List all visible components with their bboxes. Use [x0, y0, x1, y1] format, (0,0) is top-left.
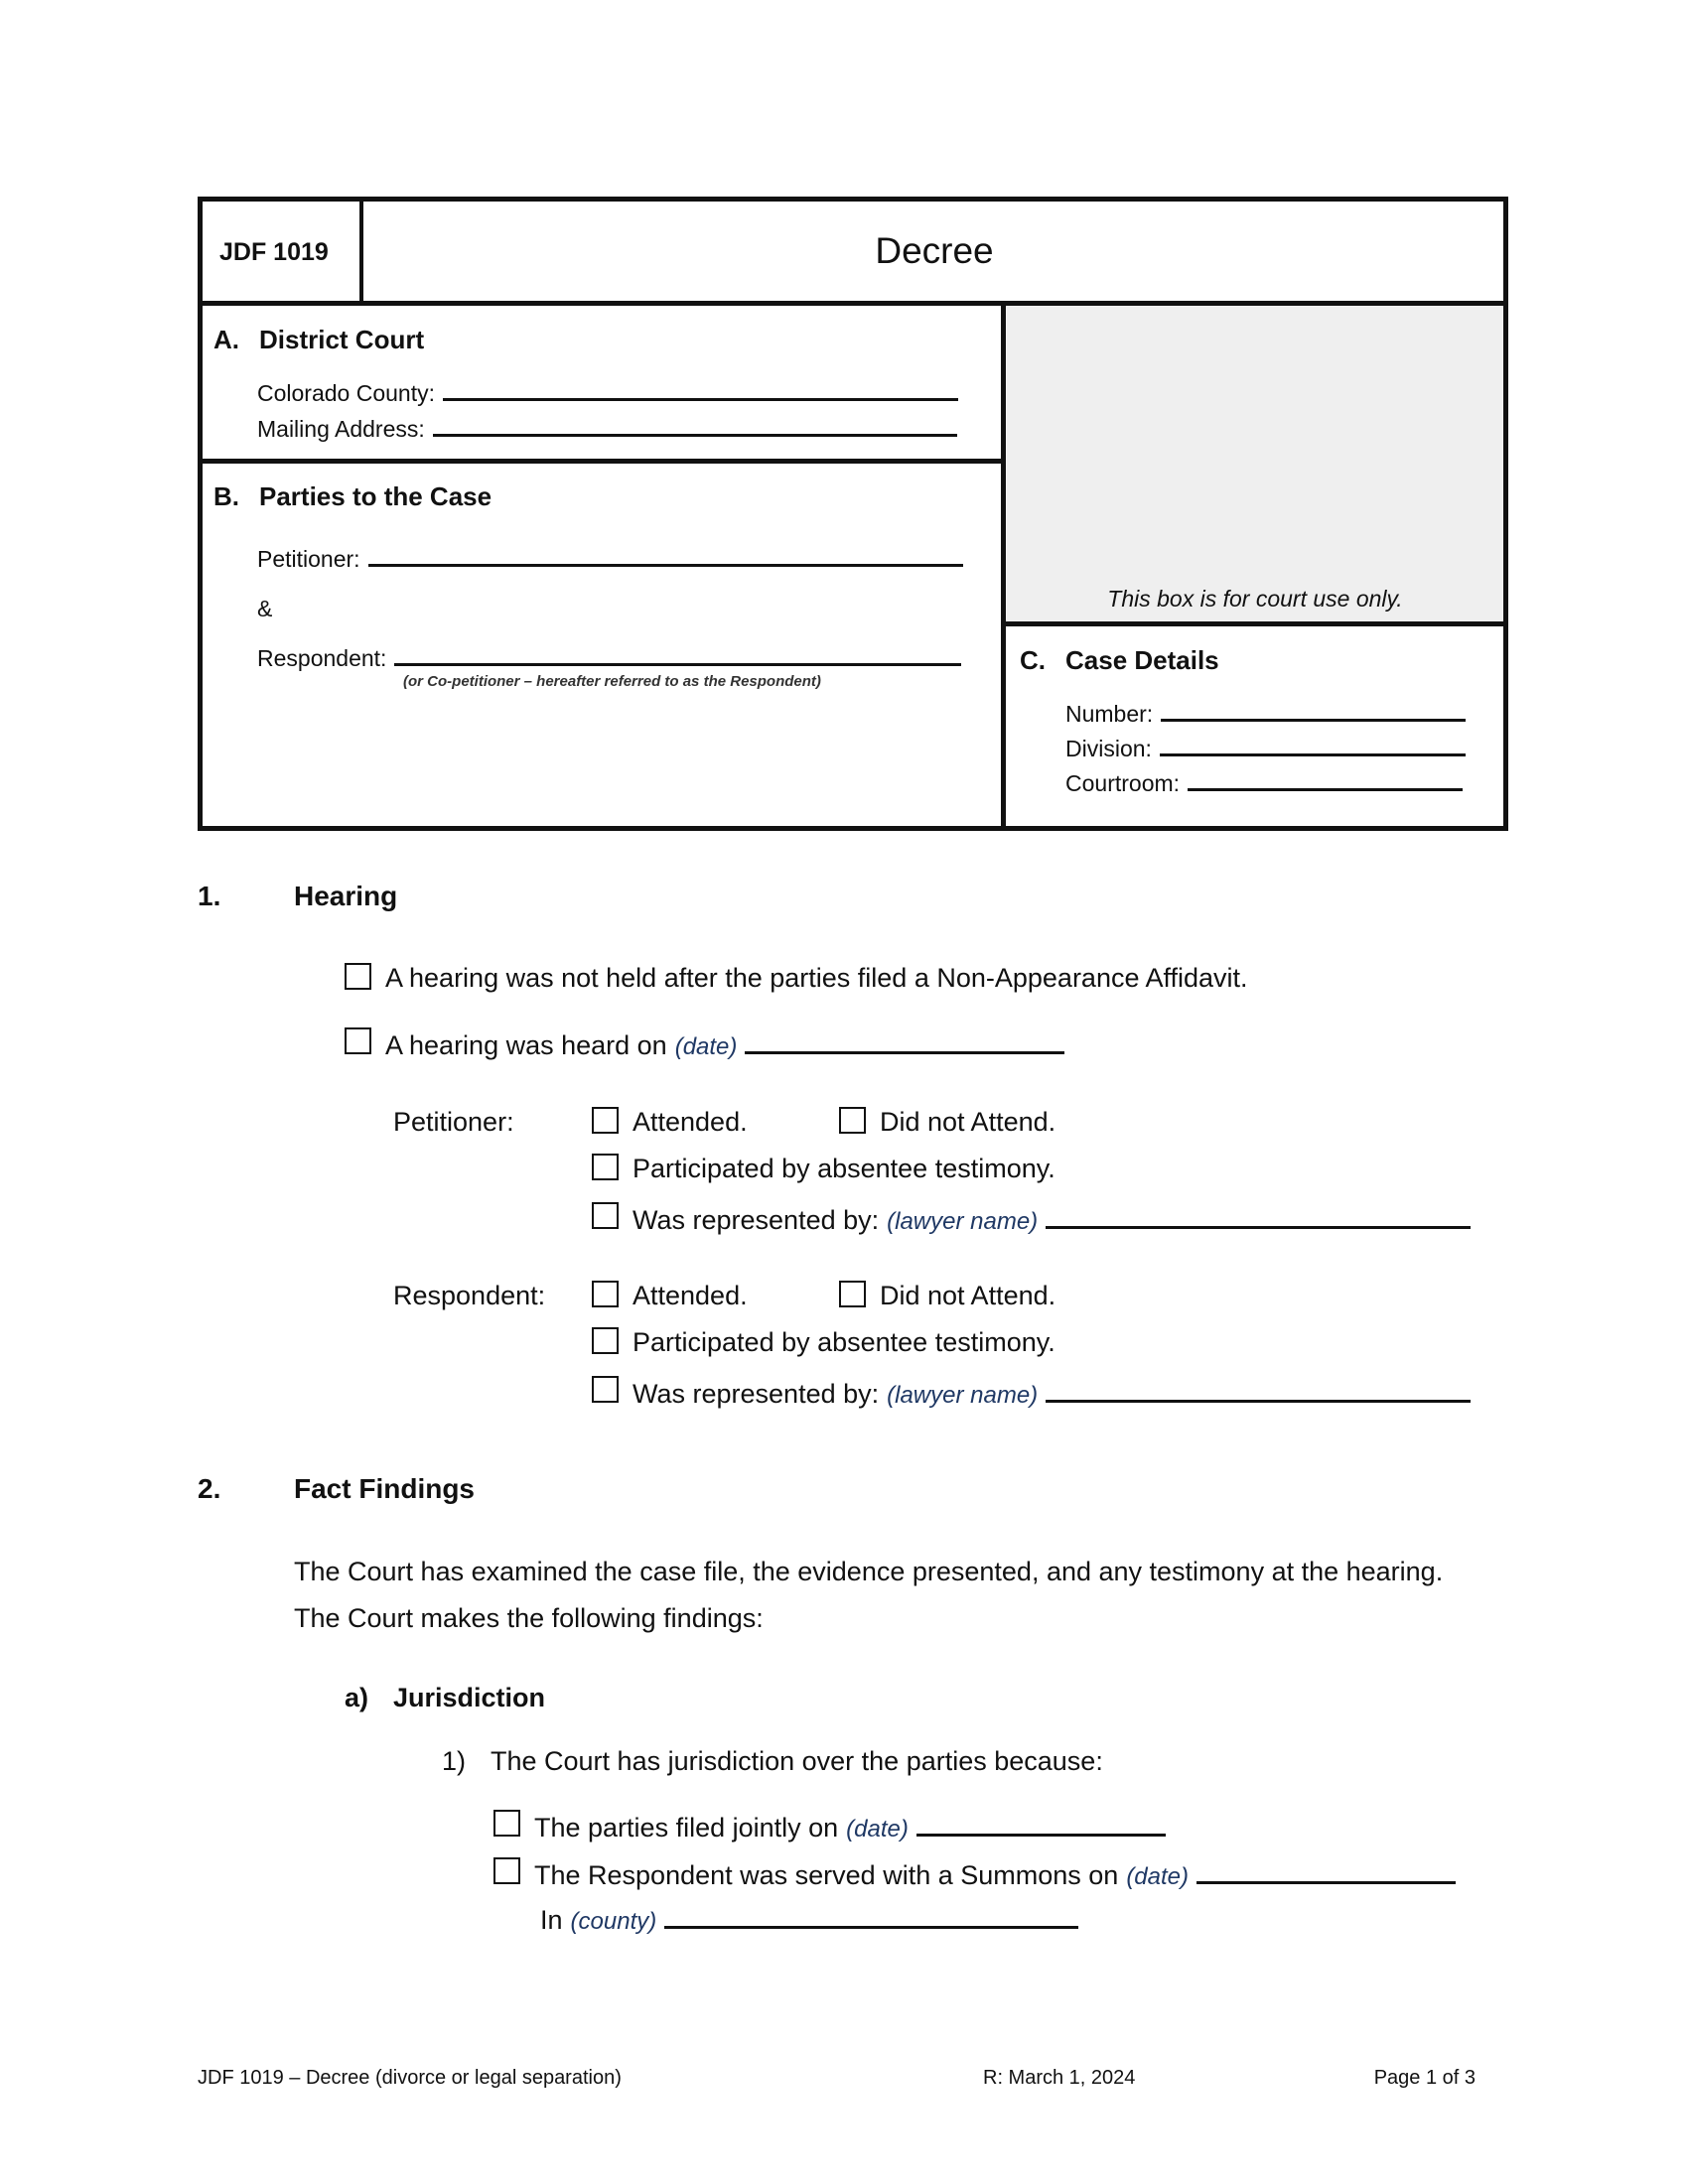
courtroom-line[interactable] — [1188, 788, 1463, 791]
box-border — [198, 826, 1508, 831]
form-id: JDF 1019 — [219, 238, 329, 266]
respondent-represented[interactable]: Was represented by: (lawyer name) — [592, 1376, 1471, 1410]
respondent-absentee[interactable]: Participated by absentee testimony. — [592, 1327, 1055, 1358]
findings-number: 2. — [198, 1473, 221, 1504]
hearing-date-line[interactable] — [745, 1051, 1064, 1054]
page-title: Decree — [875, 230, 994, 271]
filed-date-line[interactable] — [916, 1834, 1166, 1837]
checkbox[interactable] — [592, 1202, 619, 1229]
footer-revision: R: March 1, 2024 — [983, 2067, 1136, 2089]
checkbox[interactable] — [592, 1107, 619, 1134]
filed-jointly-option[interactable]: The parties filed jointly on (date) — [493, 1810, 1166, 1843]
checkbox[interactable] — [345, 1027, 371, 1054]
checkbox[interactable] — [493, 1810, 520, 1837]
box-border — [198, 197, 1508, 202]
hearing-not-held-option[interactable]: A hearing was not held after the parties filed a Non-Appearance Affidavit. — [345, 963, 1248, 994]
courtroom-field[interactable]: Courtroom: — [1065, 770, 1463, 797]
respondent-attended[interactable]: Attended. — [592, 1281, 748, 1311]
respondent-lawyer-line[interactable] — [1046, 1400, 1471, 1403]
petitioner-absentee[interactable]: Participated by absentee testimony. — [592, 1154, 1055, 1184]
respondent-field[interactable]: Respondent: — [257, 645, 961, 672]
findings-heading: Fact Findings — [294, 1473, 475, 1504]
section-a-heading: A. District Court — [213, 325, 425, 354]
address-line[interactable] — [433, 434, 957, 437]
checkbox[interactable] — [345, 963, 371, 990]
item-number: 1) — [442, 1746, 467, 1776]
respondent-note: (or Co-petitioner – hereafter referred to as the Respondent) — [403, 673, 821, 690]
case-number-field[interactable]: Number: — [1065, 701, 1466, 728]
checkbox[interactable] — [839, 1107, 866, 1134]
box-border — [1503, 197, 1508, 831]
petitioner-represented[interactable]: Was represented by: (lawyer name) — [592, 1202, 1471, 1236]
jurisdiction-heading: Jurisdiction — [393, 1683, 546, 1712]
footer-page-number: Page 1 of 3 — [1373, 2067, 1476, 2089]
respondent-not-attended[interactable]: Did not Attend. — [839, 1281, 1055, 1311]
findings-paragraph: The Court has examined the case file, the evidence presented, and any testimony at the hearing. — [294, 1557, 1444, 1586]
hearing-heading: Hearing — [294, 881, 398, 911]
case-number-line[interactable] — [1161, 719, 1466, 722]
address-field[interactable]: Mailing Address: — [257, 416, 957, 443]
section-c-heading: C. Case Details — [1020, 645, 1219, 675]
jurisdiction-label: a) — [345, 1683, 369, 1712]
hearing-held-option[interactable]: A hearing was heard on (date) — [345, 1027, 1064, 1061]
checkbox[interactable] — [839, 1281, 866, 1307]
court-use-box — [1007, 306, 1503, 623]
findings-paragraph: The Court makes the following findings: — [294, 1603, 764, 1633]
petitioner-attended[interactable]: Attended. — [592, 1107, 748, 1138]
checkbox[interactable] — [592, 1376, 619, 1403]
hearing-number: 1. — [198, 881, 221, 911]
summons-county-field[interactable]: In (county) — [540, 1905, 1078, 1936]
section-b-heading: B. Parties to the Case — [213, 481, 492, 511]
petitioner-line[interactable] — [368, 564, 963, 567]
petitioner-lawyer-line[interactable] — [1046, 1226, 1471, 1229]
checkbox[interactable] — [493, 1857, 520, 1884]
summons-option[interactable]: The Respondent was served with a Summons on (date) — [493, 1857, 1456, 1891]
county-field[interactable]: Colorado County: — [257, 380, 958, 407]
petitioner-not-attended[interactable]: Did not Attend. — [839, 1107, 1055, 1138]
box-border — [198, 197, 203, 831]
box-border — [198, 459, 1004, 464]
checkbox[interactable] — [592, 1154, 619, 1180]
checkbox[interactable] — [592, 1327, 619, 1354]
division-field[interactable]: Division: — [1065, 736, 1466, 762]
summons-date-line[interactable] — [1196, 1881, 1456, 1884]
petitioner-label: Petitioner: — [393, 1107, 514, 1137]
respondent-line[interactable] — [394, 663, 961, 666]
jurisdiction-item: The Court has jurisdiction over the parties because: — [491, 1746, 1103, 1776]
box-border — [1001, 304, 1006, 830]
petitioner-field[interactable]: Petitioner: — [257, 546, 963, 573]
division-line[interactable] — [1160, 753, 1466, 756]
box-border — [1004, 621, 1506, 626]
county-line[interactable] — [664, 1926, 1078, 1929]
ampersand: & — [257, 596, 273, 621]
respondent-label: Respondent: — [393, 1281, 546, 1310]
court-use-note: This box is for court use only. — [1107, 586, 1403, 612]
footer-form-name: JDF 1019 – Decree (divorce or legal separation) — [198, 2067, 622, 2089]
county-line[interactable] — [443, 398, 958, 401]
checkbox[interactable] — [592, 1281, 619, 1307]
